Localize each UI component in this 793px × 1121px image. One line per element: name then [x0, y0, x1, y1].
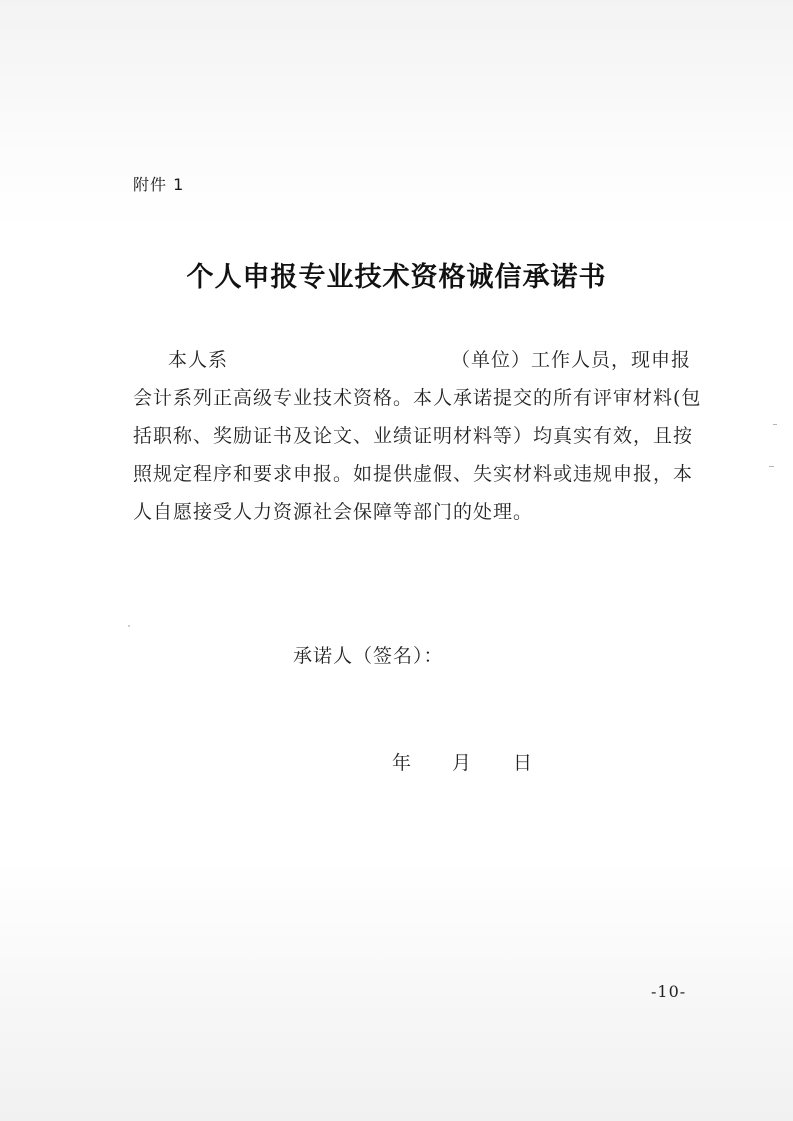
signature-label: 承诺人（签名）：	[293, 645, 444, 667]
body-line-2: 会计系列正高级专业技术资格。本人承诺提交的所有评审材料(包	[133, 387, 702, 409]
scan-artifact	[128, 625, 130, 627]
attachment-label: 附件 1	[133, 175, 185, 194]
body-line-1-intro: 本人系	[168, 349, 229, 371]
date-year-label: 年	[392, 752, 412, 774]
date-month-label: 月	[452, 752, 472, 774]
scan-artifact	[769, 466, 774, 467]
body-line-1-rest: （单位）工作人员，现申报	[451, 349, 692, 371]
body-line-4: 照规定程序和要求申报。如提供虚假、失实材料或违规申报，本	[133, 463, 694, 485]
date-day-label: 日	[513, 752, 533, 774]
body-line-3: 括职称、奖励证书及论文、业绩证明材料等）均真实有效，且按	[133, 425, 694, 447]
page-number: -10-	[651, 982, 687, 1001]
document-title: 个人申报专业技术资格诚信承诺书	[186, 262, 607, 293]
scan-artifact	[773, 424, 777, 425]
body-line-5: 人自愿接受人力资源社会保障等部门的处理。	[133, 501, 534, 523]
